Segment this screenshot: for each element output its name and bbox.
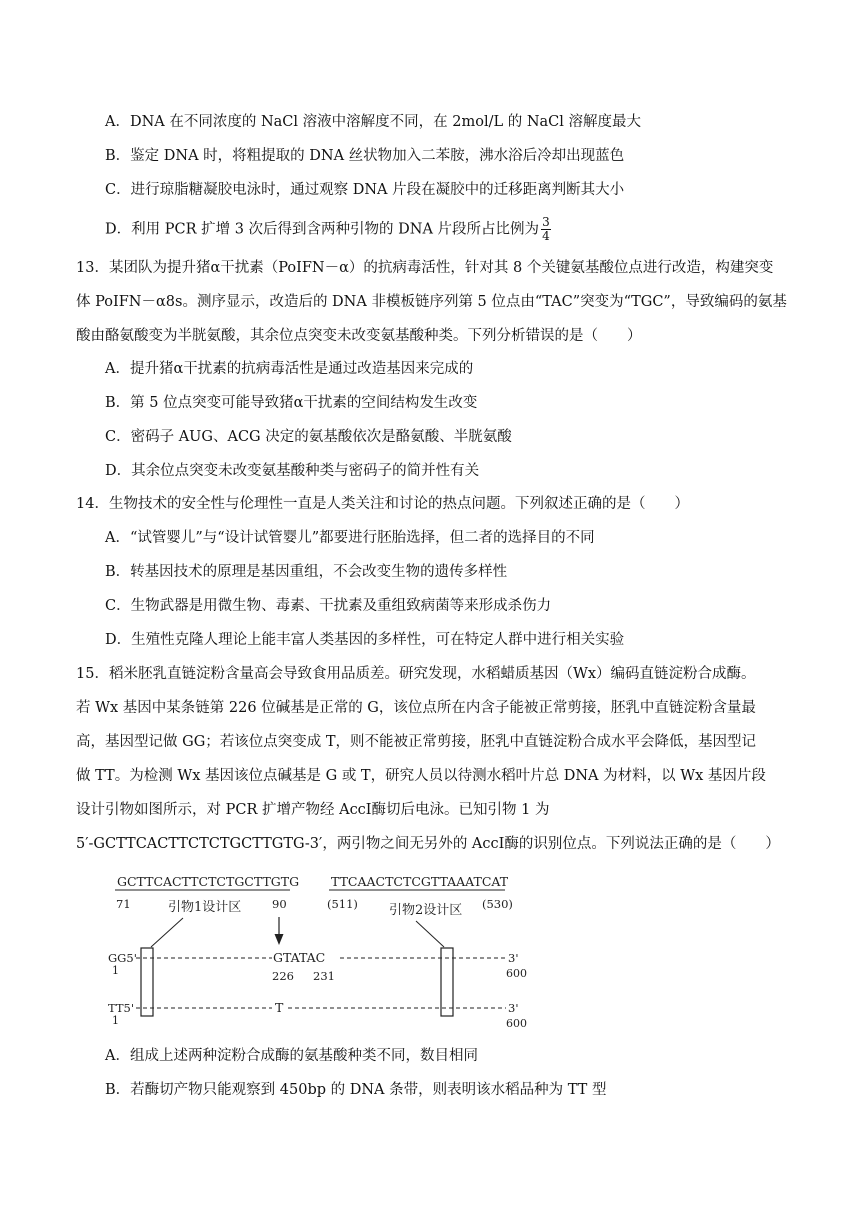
primer1-pointer	[151, 918, 183, 947]
primer1-region-label: 引物1设计区	[168, 900, 242, 915]
primer2-start-pos: (511)	[327, 897, 358, 911]
primer2-box	[441, 948, 453, 1016]
gg-length: 600	[506, 967, 527, 980]
gg-three-prime: 3'	[508, 951, 519, 965]
tt-strand-index: 1	[112, 1014, 119, 1027]
site-pos-231: 231	[313, 969, 335, 983]
primer2-pointer	[416, 921, 444, 947]
q12-option-c: C．进行琼脂糖凝胶电泳时，通过观察 DNA 片段在凝胶中的迁移距离判断其大小	[105, 182, 625, 198]
q14-option-a: A．“试管婴儿”与“设计试管婴儿”都要进行胚胎选择，但二者的选择目的不同	[105, 530, 595, 546]
tt-three-prime: 3'	[508, 1001, 519, 1015]
tt-length: 600	[506, 1017, 527, 1030]
q13-stem-line-2: 体 PoIFN－α8s。测序显示，改造后的 DNA 非模板链序列第 5 位点由“TAC”突变为“TGC”，导致编码的氨基	[76, 294, 787, 310]
q12-option-d-text: D．利用 PCR 扩增 3 次后得到含两种引物的 DNA 片段所占比例为	[105, 221, 540, 238]
tt-strand-label: TT5'	[108, 1001, 135, 1015]
tt-site-base: T	[275, 1000, 284, 1015]
primer2-end-pos: (530)	[482, 897, 513, 911]
q13-option-b: B．第 5 位点突变可能导致猪α干扰素的空间结构发生改变	[105, 395, 478, 411]
site-pos-226: 226	[272, 969, 294, 983]
q15-stem-line-2: 若 Wx 基因中某条链第 226 位碱基是正常的 G，该位点所在内含子能被正常剪接，胚乳中直链淀粉含量最	[76, 700, 756, 716]
q15-stem-line-3: 高，基因型记做 GG；若该位点突变成 T，则不能被正常剪接，胚乳中直链淀粉合成水平会降低，基因型记	[76, 734, 757, 750]
gg-strand-label: GG5'	[108, 951, 137, 965]
q15-option-b: B．若酶切产物只能观察到 450bp 的 DNA 条带，则表明该水稻品种为 TT 型	[105, 1082, 607, 1098]
gg-strand-index: 1	[112, 964, 119, 977]
q13-stem-line-3: 酸由酪氨酸变为半胱氨酸，其余位点突变未改变氨基酸种类。下列分析错误的是（ ）	[76, 328, 642, 344]
q15-stem-line-5: 设计引物如图所示，对 PCR 扩增产物经 AccⅠ酶切后电泳。已知引物 1 为	[76, 802, 550, 818]
fraction	[541, 216, 551, 243]
q14-option-c: C．生物武器是用微生物、毒素、干扰素及重组致病菌等来形成杀伤力	[105, 598, 552, 614]
primer1-box	[141, 948, 153, 1016]
q13-option-a: A．提升猪α干扰素的抗病毒活性是通过改造基因来完成的	[105, 361, 474, 377]
q13-option-c: C．密码子 AUG、ACG 决定的氨基酸依次是酪氨酸、半胱氨酸	[105, 429, 512, 445]
q14-option-d: D．生殖性克隆人理论上能丰富人类基因的多样性，可在特定人群中进行相关实验	[105, 632, 625, 648]
primer2-region-label: 引物2设计区	[389, 903, 463, 918]
site-arrow-head	[275, 934, 284, 945]
q13-stem-line-1: 13．某团队为提升猪α干扰素（PoIFN－α）的抗病毒活性，针对其 8 个关键氨基酸位点进行改造，构建突变	[76, 260, 774, 276]
q12-option-d	[105, 216, 551, 243]
primer2-sequence: TTCAACTCTCGTTAAATCAT	[331, 874, 509, 889]
q15-stem-line-1: 15．稻米胚乳直链淀粉含量高会导致食用品质差。研究发现，水稻蜡质基因（Wx）编码直链淀粉合成酶。	[76, 666, 756, 682]
q14-option-b: B．转基因技术的原理是基因重组，不会改变生物的遗传多样性	[105, 564, 508, 580]
q15-stem-line-6: 5′-GCTTCACTTCTCTGCTTGTG-3′，两引物之间无另外的 AccⅠ酶的识别位点。下列说法正确的是（ ）	[76, 836, 780, 852]
q14-stem: 14．生物技术的安全性与伦理性一直是人类关注和讨论的热点问题。下列叙述正确的是（ ）	[76, 496, 689, 512]
fraction-denominator: 4	[542, 229, 550, 243]
q15-stem-line-4: 做 TT。为检测 Wx 基因该位点碱基是 G 或 T，研究人员以待测水稻叶片总 DNA 为材料，以 Wx 基因片段	[76, 768, 766, 784]
q12-option-a: A．DNA 在不同浓度的 NaCl 溶液中溶解度不同，在 2mol/L 的 NaCl 溶解度最大	[105, 114, 642, 130]
q12-option-b: B．鉴定 DNA 时，将粗提取的 DNA 丝状物加入二苯胺，沸水浴后冷却出现蓝色	[105, 148, 625, 164]
primer1-start-pos: 71	[116, 897, 131, 911]
primer1-sequence: GCTTCACTTCTCTGCTTGTG	[117, 874, 300, 889]
primer1-end-pos: 90	[272, 897, 287, 911]
q13-option-d: D．其余位点突变未改变氨基酸种类与密码子的简并性有关	[105, 463, 480, 479]
q15-option-a: A．组成上述两种淀粉合成酶的氨基酸种类不同，数目相同	[105, 1048, 478, 1064]
gg-site-sequence: GTATAC	[273, 950, 326, 965]
fraction-numerator: 3	[542, 215, 550, 229]
